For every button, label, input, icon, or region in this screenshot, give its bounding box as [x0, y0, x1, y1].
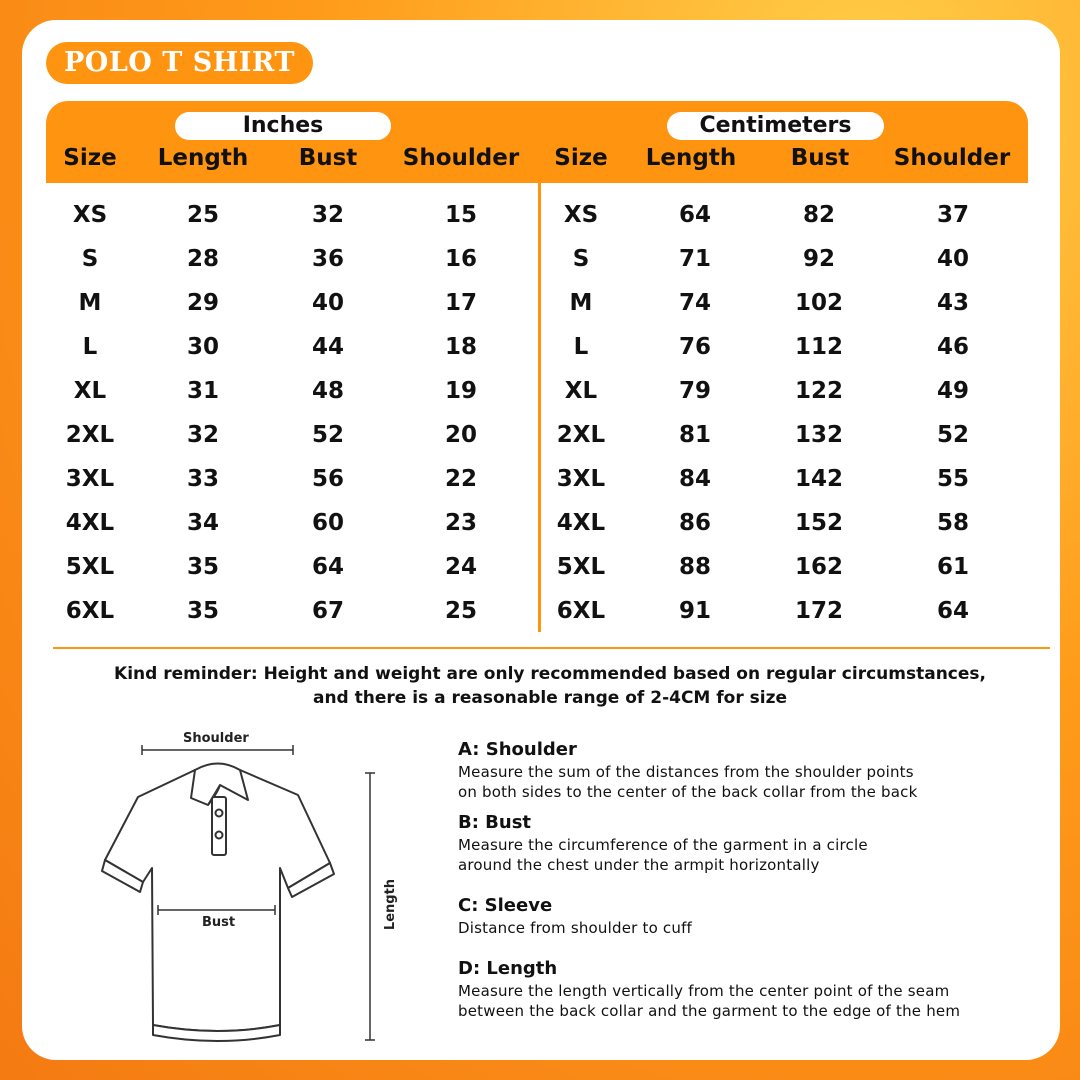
- note-text: Measure the sum of the distances from the shoulder points: [458, 763, 914, 781]
- table-header: [46, 101, 1028, 183]
- table-cell: 37: [936, 202, 970, 228]
- table-cell: 122: [794, 378, 844, 404]
- table-row: [0, 193, 1080, 237]
- note-text: around the chest under the armpit horizontally: [458, 856, 820, 874]
- table-cell: 61: [936, 554, 970, 580]
- note-text: between the back collar and the garment to the edge of the hem: [458, 1002, 961, 1020]
- note-heading: B: Bust: [458, 812, 532, 833]
- reminder-line: and there is a reasonable range of 2-4CM for size: [312, 688, 788, 708]
- table-cell: 43: [936, 290, 970, 316]
- table-cell: XL: [73, 378, 107, 404]
- table-cell: 22: [444, 466, 478, 492]
- table-row: [0, 281, 1080, 325]
- note-heading: C: Sleeve: [458, 895, 553, 916]
- table-cell: 48: [311, 378, 345, 404]
- note-heading: A: Shoulder: [458, 739, 577, 760]
- table-cell: 132: [794, 422, 844, 448]
- table-cell: L: [573, 334, 589, 360]
- table-cell: 102: [794, 290, 844, 316]
- table-cell: 46: [936, 334, 970, 360]
- group-label-centimeters: Centimeters: [667, 112, 884, 140]
- table-row: [0, 457, 1080, 501]
- column-header: Shoulder: [402, 145, 520, 171]
- table-cell: 33: [186, 466, 220, 492]
- table-cell: 71: [678, 246, 712, 272]
- column-header: Size: [554, 145, 608, 171]
- table-cell: 112: [794, 334, 844, 360]
- column-header: Shoulder: [893, 145, 1011, 171]
- note-bust: [458, 811, 1048, 875]
- table-cell: 24: [444, 554, 478, 580]
- column-header: Bust: [790, 145, 850, 171]
- note-shoulder: [458, 738, 1048, 802]
- table-cell: 82: [802, 202, 836, 228]
- table-cell: 49: [936, 378, 970, 404]
- table-cell: XS: [563, 202, 599, 228]
- table-cell: 74: [678, 290, 712, 316]
- table-cell: 3XL: [65, 466, 115, 492]
- note-text: Measure the circumference of the garment in a circle: [458, 836, 868, 854]
- table-cell: 6XL: [65, 598, 115, 624]
- table-cell: 2XL: [65, 422, 115, 448]
- table-cell: 91: [678, 598, 712, 624]
- table-cell: 35: [186, 554, 220, 580]
- table-cell: 5XL: [65, 554, 115, 580]
- column-header: Length: [645, 145, 737, 171]
- page-title: POLO T SHIRT: [46, 42, 313, 84]
- table-cell: 20: [444, 422, 478, 448]
- table-cell: 25: [444, 598, 478, 624]
- table-cell: 31: [186, 378, 220, 404]
- table-cell: 60: [311, 510, 345, 536]
- column-header: Length: [157, 145, 249, 171]
- table-cell: 6XL: [556, 598, 606, 624]
- polo-measurement-diagram: [90, 725, 430, 1055]
- table-row: [0, 501, 1080, 545]
- reminder-line: Kind reminder: Height and weight are only recommended based on regular circumstances,: [114, 664, 986, 684]
- note-text: Distance from shoulder to cuff: [458, 919, 693, 937]
- note-heading: D: Length: [458, 958, 558, 979]
- column-header: Bust: [298, 145, 358, 171]
- table-cell: 40: [936, 246, 970, 272]
- table-cell: 64: [311, 554, 345, 580]
- table-cell: 25: [186, 202, 220, 228]
- length-label: Length: [383, 878, 399, 931]
- note-sleeve: [458, 894, 1048, 938]
- table-cell: 32: [311, 202, 345, 228]
- table-cell: 30: [186, 334, 220, 360]
- table-cell: 17: [444, 290, 478, 316]
- table-cell: 56: [311, 466, 345, 492]
- table-cell: 88: [678, 554, 712, 580]
- table-cell: 92: [802, 246, 836, 272]
- table-cell: 4XL: [556, 510, 606, 536]
- table-cell: 142: [794, 466, 844, 492]
- table-cell: S: [81, 246, 99, 272]
- table-cell: 52: [311, 422, 345, 448]
- table-cell: 16: [444, 246, 478, 272]
- table-cell: 23: [444, 510, 478, 536]
- section-divider: [53, 647, 1050, 649]
- table-cell: 64: [936, 598, 970, 624]
- table-cell: 34: [186, 510, 220, 536]
- table-cell: 18: [444, 334, 478, 360]
- bust-label: Bust: [202, 915, 236, 930]
- table-cell: 79: [678, 378, 712, 404]
- table-cell: 52: [936, 422, 970, 448]
- table-cell: 67: [311, 598, 345, 624]
- table-row: [0, 413, 1080, 457]
- table-cell: L: [82, 334, 98, 360]
- table-cell: 44: [311, 334, 345, 360]
- table-row: [0, 237, 1080, 281]
- table-cell: XS: [72, 202, 108, 228]
- note-length: [458, 957, 1048, 1021]
- table-cell: 29: [186, 290, 220, 316]
- table-row: [0, 369, 1080, 413]
- table-cell: 40: [311, 290, 345, 316]
- table-cell: M: [569, 290, 593, 316]
- group-label-inches: Inches: [175, 112, 391, 140]
- table-cell: M: [78, 290, 102, 316]
- shoulder-label: Shoulder: [183, 731, 249, 746]
- table-cell: 55: [936, 466, 970, 492]
- table-row: [0, 589, 1080, 633]
- column-header: Size: [63, 145, 117, 171]
- table-cell: S: [572, 246, 590, 272]
- table-cell: 152: [794, 510, 844, 536]
- table-cell: 5XL: [556, 554, 606, 580]
- table-cell: 2XL: [556, 422, 606, 448]
- table-cell: 32: [186, 422, 220, 448]
- table-cell: 19: [444, 378, 478, 404]
- polo-shirt-illustration: [90, 725, 430, 1055]
- table-cell: 28: [186, 246, 220, 272]
- table-cell: 84: [678, 466, 712, 492]
- table-cell: 64: [678, 202, 712, 228]
- table-cell: 36: [311, 246, 345, 272]
- table-cell: XL: [564, 378, 598, 404]
- table-cell: 15: [444, 202, 478, 228]
- table-cell: 3XL: [556, 466, 606, 492]
- table-cell: 172: [794, 598, 844, 624]
- table-cell: 86: [678, 510, 712, 536]
- kind-reminder: [50, 662, 1050, 710]
- note-text: Measure the length vertically from the center point of the seam: [458, 982, 950, 1000]
- table-cell: 58: [936, 510, 970, 536]
- table-row: [0, 545, 1080, 589]
- table-cell: 76: [678, 334, 712, 360]
- table-cell: 162: [794, 554, 844, 580]
- table-cell: 4XL: [65, 510, 115, 536]
- note-text: on both sides to the center of the back collar from the back: [458, 783, 918, 801]
- table-cell: 35: [186, 598, 220, 624]
- table-row: [0, 325, 1080, 369]
- table-cell: 81: [678, 422, 712, 448]
